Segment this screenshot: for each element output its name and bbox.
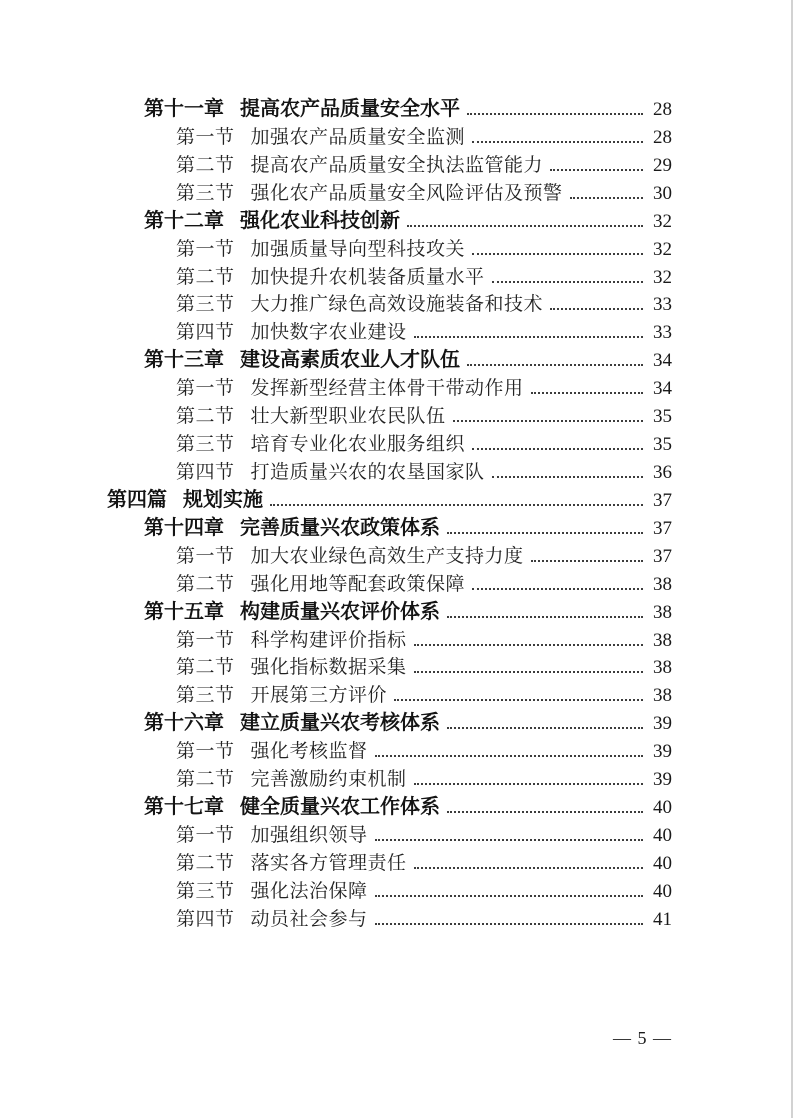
entry-page: 40 — [653, 797, 672, 819]
dot-leader — [472, 447, 643, 450]
entry-title: 建设高素质农业人才队伍 — [240, 349, 460, 372]
entry-page: 39 — [653, 741, 672, 763]
dot-leader — [472, 587, 643, 590]
entry-page: 32 — [653, 210, 672, 232]
entry-title: 动员社会参与 — [250, 908, 368, 930]
page-number: — 5 — — [613, 1028, 672, 1048]
dot-leader — [414, 670, 643, 673]
entry-page: 34 — [653, 378, 672, 400]
entry-title: 发挥新型经营主体骨干带动作用 — [250, 378, 524, 400]
dot-leader — [447, 531, 643, 534]
entry-title: 加快数字农业建设 — [250, 322, 407, 344]
entry-title: 大力推广绿色高效设施装备和技术 — [250, 294, 544, 316]
entry-page: 39 — [653, 769, 672, 791]
entry-number: 第十四章 — [144, 516, 224, 539]
entry-number: 第三节 — [176, 434, 235, 456]
entry-number: 第四节 — [176, 322, 235, 344]
entry-number: 第十一章 — [144, 98, 224, 120]
entry-title: 完善质量兴农政策体系 — [240, 516, 440, 539]
entry-title: 规划实施 — [183, 488, 263, 511]
toc-list — [107, 96, 672, 934]
entry-number: 第一节 — [176, 629, 235, 651]
entry-number: 第二节 — [176, 154, 235, 176]
toc-entry-section — [107, 236, 672, 264]
entry-page: 38 — [653, 573, 672, 595]
entry-page: 30 — [653, 182, 672, 204]
entry-number: 第四节 — [176, 461, 235, 483]
toc-entry-section — [107, 654, 672, 682]
toc-entry-chapter — [107, 208, 672, 236]
toc-entry-section — [107, 291, 672, 319]
entry-number: 第十二章 — [144, 209, 224, 232]
entry-title: 建立质量兴农考核体系 — [240, 712, 440, 735]
toc-entry-section — [107, 822, 672, 850]
entry-title: 科学构建评价指标 — [250, 629, 407, 651]
dot-leader — [414, 335, 643, 338]
dot-leader — [447, 615, 643, 618]
entry-title: 强化农业科技创新 — [240, 209, 400, 232]
entry-page: 33 — [653, 294, 672, 316]
dot-leader — [531, 559, 643, 562]
entry-title: 壮大新型职业农民队伍 — [250, 406, 446, 428]
entry-title: 强化指标数据采集 — [250, 657, 407, 679]
dot-leader — [453, 419, 643, 422]
dot-leader — [492, 475, 643, 478]
entry-title: 加大农业绿色高效生产支持力度 — [250, 545, 524, 567]
entry-page: 33 — [653, 322, 672, 344]
entry-page: 34 — [653, 350, 672, 372]
dot-leader — [467, 363, 643, 366]
entry-number: 第一节 — [176, 741, 235, 763]
entry-title: 健全质量兴农工作体系 — [240, 796, 440, 819]
entry-page: 38 — [653, 657, 672, 679]
entry-title: 构建质量兴农评价体系 — [240, 600, 440, 623]
entry-number: 第二节 — [176, 657, 235, 679]
entry-page: 35 — [653, 434, 672, 456]
toc-entry-chapter — [107, 515, 672, 543]
dot-leader — [492, 280, 643, 283]
entry-page: 40 — [653, 852, 672, 874]
toc-entry-chapter — [107, 347, 672, 375]
toc-entry-section — [107, 906, 672, 934]
entry-page: 28 — [653, 126, 672, 148]
toc-entry-chapter — [107, 96, 672, 124]
entry-number: 第十三章 — [144, 349, 224, 372]
toc-entry-section — [107, 264, 672, 292]
entry-number: 第一节 — [176, 238, 235, 260]
toc-entry-section — [107, 319, 672, 347]
entry-page: 28 — [653, 99, 672, 120]
entry-page: 38 — [653, 685, 672, 707]
toc-entry-part — [107, 487, 672, 515]
dot-leader — [414, 782, 643, 785]
entry-number: 第二节 — [176, 573, 235, 595]
toc-entry-section — [107, 431, 672, 459]
toc-entry-section — [107, 766, 672, 794]
entry-page: 38 — [653, 629, 672, 651]
entry-title: 加强组织领导 — [250, 824, 368, 846]
entry-page: 36 — [653, 461, 672, 483]
entry-number: 第三节 — [176, 685, 235, 707]
entry-number: 第四节 — [176, 908, 235, 930]
entry-number: 第四篇 — [107, 488, 167, 511]
entry-page: 41 — [653, 908, 672, 930]
toc-entry-section — [107, 682, 672, 710]
entry-number: 第二节 — [176, 769, 235, 791]
entry-title: 打造质量兴农的农垦国家队 — [250, 461, 485, 483]
dot-leader — [394, 698, 643, 701]
entry-page: 40 — [653, 880, 672, 902]
dot-leader — [407, 224, 643, 227]
entry-page: 37 — [653, 517, 672, 539]
entry-number: 第十五章 — [144, 600, 224, 623]
entry-title: 提高农产品质量安全执法监管能力 — [250, 154, 544, 176]
entry-page: 37 — [653, 545, 672, 567]
entry-number: 第三节 — [176, 182, 235, 204]
dot-leader — [375, 894, 643, 897]
entry-number: 第二节 — [176, 406, 235, 428]
dot-leader — [447, 726, 643, 729]
entry-number: 第一节 — [176, 126, 235, 148]
entry-page: 40 — [653, 824, 672, 846]
entry-page: 35 — [653, 406, 672, 428]
entry-title: 培育专业化农业服务组织 — [250, 434, 466, 456]
dot-leader — [472, 140, 643, 143]
entry-number: 第一节 — [176, 545, 235, 567]
entry-page: 39 — [653, 713, 672, 735]
toc-entry-section — [107, 627, 672, 655]
dot-leader — [270, 503, 643, 506]
dot-leader — [375, 754, 643, 757]
entry-title: 加快提升农机装备质量水平 — [250, 266, 485, 288]
entry-page: 29 — [653, 154, 672, 176]
entry-page: 32 — [653, 238, 672, 260]
toc-entry-section — [107, 459, 672, 487]
dot-leader — [472, 252, 643, 255]
entry-page: 32 — [653, 266, 672, 288]
dot-leader — [531, 391, 643, 394]
dot-leader — [447, 810, 643, 813]
toc-entry-section — [107, 124, 672, 152]
toc-entry-section — [107, 878, 672, 906]
entry-page: 37 — [653, 489, 672, 511]
toc-entry-chapter — [107, 599, 672, 627]
entry-title: 落实各方管理责任 — [250, 852, 407, 874]
entry-title: 强化法治保障 — [250, 880, 368, 902]
toc-entry-section — [107, 571, 672, 599]
entry-title: 完善激励约束机制 — [250, 769, 407, 791]
entry-number: 第二节 — [176, 852, 235, 874]
toc-entry-section — [107, 738, 672, 766]
toc-entry-chapter — [107, 794, 672, 822]
entry-title: 强化考核监督 — [250, 741, 368, 763]
entry-number: 第二节 — [176, 266, 235, 288]
dot-leader — [414, 866, 643, 869]
entry-number: 第三节 — [176, 294, 235, 316]
toc-entry-section — [107, 152, 672, 180]
entry-title: 强化农产品质量安全风险评估及预警 — [250, 182, 563, 204]
entry-number: 第十六章 — [144, 712, 224, 735]
entry-number: 第十七章 — [144, 796, 224, 819]
page-edge — [791, 0, 793, 1118]
entry-page: 38 — [653, 601, 672, 623]
dot-leader — [550, 168, 643, 171]
dot-leader — [414, 643, 643, 646]
entry-title: 加强质量导向型科技攻关 — [250, 238, 466, 260]
dot-leader — [467, 112, 643, 115]
dot-leader — [375, 838, 643, 841]
toc-entry-section — [107, 375, 672, 403]
entry-title: 开展第三方评价 — [250, 685, 388, 707]
toc-entry-section — [107, 850, 672, 878]
entry-title: 加强农产品质量安全监测 — [250, 126, 466, 148]
toc-entry-section — [107, 180, 672, 208]
entry-number: 第一节 — [176, 378, 235, 400]
toc-entry-chapter — [107, 710, 672, 738]
entry-title: 强化用地等配套政策保障 — [250, 573, 466, 595]
entry-number: 第三节 — [176, 880, 235, 902]
dot-leader — [375, 922, 643, 925]
dot-leader — [550, 307, 643, 310]
toc-entry-section — [107, 543, 672, 571]
toc-entry-section — [107, 403, 672, 431]
entry-number: 第一节 — [176, 824, 235, 846]
page-footer — [613, 1028, 672, 1049]
dot-leader — [570, 196, 643, 199]
entry-title: 提高农产品质量安全水平 — [240, 98, 460, 120]
